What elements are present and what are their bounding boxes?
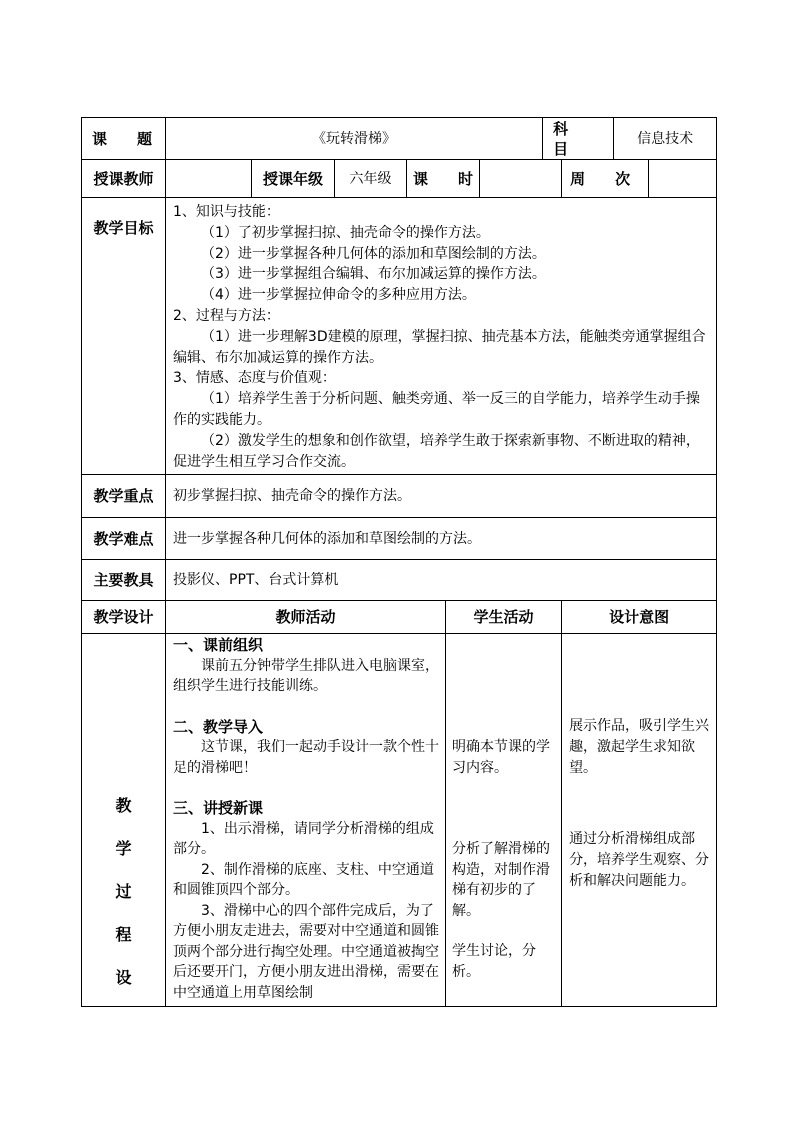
teacher-activity-header: 教师活动	[166, 601, 446, 634]
lesson-plan-table	[81, 117, 717, 1007]
hours-value	[480, 160, 562, 198]
process-char: 学	[115, 839, 132, 859]
topic-label-cell	[82, 118, 166, 160]
difficulties-text: 进一步掌握各种几何体的添加和草图绘制的方法。	[166, 518, 717, 560]
subject-label-cell	[543, 118, 614, 160]
tools-text: 投影仪、PPT、台式计算机	[166, 560, 717, 601]
goal-line: （1）进一步理解3D建模的原理，掌握扫掠、抽壳基本方法，能触类旁通掌握组合编辑、布尔加减运算的操作方法。	[173, 328, 706, 366]
key-points-text: 初步掌握扫掠、抽壳命令的操作方法。	[166, 475, 717, 518]
design-intent-text: 展示作品，吸引学生兴趣，激起学生求知欲望。	[569, 718, 710, 777]
student-activity-text: 学生讨论，分析。	[452, 943, 536, 980]
design-intent-text: 通过分析滑梯组成部分，培养学生观察、分析和解决问题能力。	[569, 831, 710, 890]
hours-label: 课 时	[413, 169, 474, 188]
lesson-plan-page	[81, 117, 716, 1007]
process-char: 教	[115, 796, 132, 816]
difficulties-row	[82, 518, 717, 560]
hours-label-cell	[407, 160, 480, 198]
grade-label: 授课年级	[252, 160, 335, 198]
student-activity-text: 分析了解滑梯的构造，对制作滑梯有初步的了解。	[452, 841, 550, 919]
process-char: 程	[115, 925, 132, 945]
grade-value: 六年级	[335, 160, 407, 198]
section-title: 一、课前组织	[173, 636, 264, 655]
student-activity-cell	[446, 634, 562, 1007]
goal-line: （1）培养学生善于分析问题、触类旁通、举一反三的自学能力，培养学生动手操作的实践能力。	[173, 391, 700, 428]
difficulties-label: 教学难点	[82, 518, 166, 560]
section-text: 课前五分钟带学生排队进入电脑课室，组织学生进行技能训练。	[173, 657, 439, 695]
goal-line: （4）进一步掌握拉伸命令的多种应用方法。	[201, 287, 476, 304]
teacher-label: 授课教师	[82, 160, 166, 198]
student-activity-header: 学生活动	[446, 601, 562, 634]
topic-label: 课 题	[92, 129, 153, 148]
topic-value: 《玩转滑梯》	[166, 118, 543, 160]
process-row	[82, 634, 717, 1007]
goal-line: 2、过程与方法：	[173, 307, 280, 324]
teacher-value	[166, 160, 252, 198]
goal-line: （2）进一步掌握各种几何体的添加和草图绘制的方法。	[201, 245, 546, 262]
teacher-activity-cell	[166, 634, 446, 1007]
section-title: 二、教学导入	[173, 717, 264, 736]
design-label: 教学设计	[82, 601, 166, 634]
goal-line: （2）激发学生的想象和创作欲望，培养学生敢于探索新事物、不断进取的精神，促进学生相互学习合作交流。	[173, 432, 700, 470]
design-intent-header: 设计意图	[562, 601, 717, 634]
key-points-row	[82, 475, 717, 518]
goals-row	[82, 198, 717, 475]
section-text: 1、出示滑梯，请同学分析滑梯的组成部分。	[173, 820, 434, 858]
section-text: 2、制作滑梯的底座、支柱、中空通道和圆锥顶四个部分。	[173, 861, 434, 899]
section-text: 这节课，我们一起动手设计一款个性十足的滑梯吧！	[173, 739, 439, 776]
week-label-cell	[562, 160, 649, 198]
week-value	[649, 160, 717, 198]
goal-line: （3）进一步掌握组合编辑、布尔加减运算的操作方法。	[201, 266, 546, 283]
week-label: 周 次	[570, 169, 631, 188]
goal-line: （1）了初步掌握扫掠、抽壳命令的操作方法。	[201, 224, 490, 241]
tools-label: 主要教具	[82, 560, 166, 601]
goal-line: 3、情感、态度与价值观：	[173, 370, 336, 387]
topic-row	[82, 118, 717, 160]
subject-label: 科 目	[553, 119, 599, 158]
process-label-cell	[82, 634, 166, 1007]
goals-content	[166, 198, 717, 475]
info-row	[82, 160, 717, 198]
section-title: 三、讲授新课	[173, 799, 264, 818]
student-activity-text: 明确本节课的学习内容。	[452, 739, 550, 776]
goals-label: 教学目标	[82, 198, 166, 475]
design-intent-cell	[562, 634, 717, 1007]
section-text: 3、滑梯中心的四个部件完成后，为了方便小朋友走进去，需要对中空通道和圆锥顶两个部分进行掏空处理。中空通道被掏空后还要开门，方便小朋友进出滑梯，需要在中空通道上用草图绘制	[173, 902, 439, 1001]
key-points-label: 教学重点	[82, 475, 166, 518]
subject-value: 信息技术	[614, 118, 717, 160]
tools-row	[82, 560, 717, 601]
process-char: 过	[115, 882, 132, 902]
process-char: 设	[115, 968, 132, 988]
design-header-row	[82, 601, 717, 634]
goal-line: 1、知识与技能：	[173, 204, 280, 220]
